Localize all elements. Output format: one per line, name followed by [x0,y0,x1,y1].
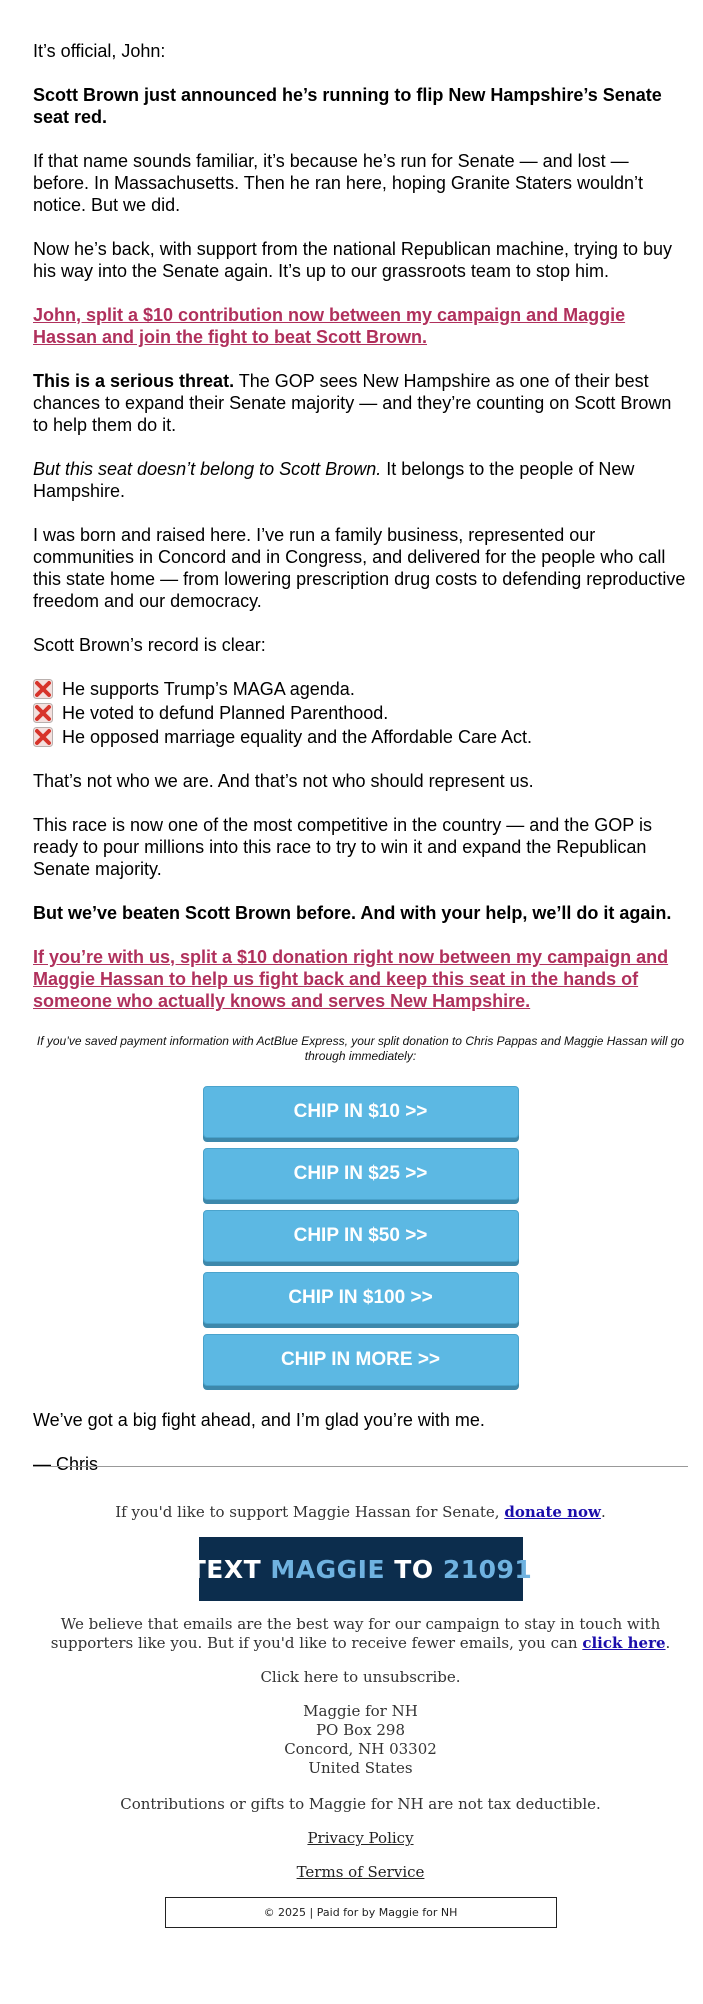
record-item-text: He opposed marriage equality and the Affordable Care Act. [62,727,532,747]
banner-name: MAGGIE [270,1554,386,1584]
x-mark-icon [33,727,53,747]
fewer-emails-link[interactable]: click here [582,1634,666,1652]
seat-italic: But this seat doesn’t belong to Scott Brown. [33,459,382,479]
email-footer [33,1466,688,1928]
signature: — Chris [33,1454,99,1474]
mailing-address [33,1702,688,1778]
record-item [33,726,688,748]
x-mark-icon [33,679,53,699]
address-line: Maggie for NH [303,1702,418,1720]
donate-now-link[interactable]: donate now [504,1503,601,1521]
paragraph-intro: If that name sounds familiar, it’s because he’s run for Senate — and lost — before. In Massachusetts. Then he ran here, hoping Granite Staters wouldn’t notice. But we did. [33,151,644,215]
paragraph-bio: I was born and raised here. I’ve run a family business, represented our communities in Concord and in Congress, and delivered for the people who call this state home — from lowering prescription drug costs to defending reproductive freedom and our democracy. [33,525,686,611]
banner-to: TO [394,1554,434,1584]
banner-text: TEXT [188,1554,262,1584]
actblue-disclaimer: If you’ve saved payment information with ActBlue Express, your split donation to Chris Pappas and Maggie Hassan will go through immediately: [36,1034,685,1063]
chip-in-25-button[interactable]: CHIP IN $25 >> [203,1148,519,1200]
cta-link-split-donation[interactable]: If you’re with us, split a $10 donation right now between my campaign and Maggie Hassan to help us fight back and keep this seat in the hands of someone who actually knows and serves New Hampshire. [33,947,669,1011]
fewer-emails-line [33,1615,688,1653]
address-line: PO Box 298 [315,1721,406,1739]
cta-paragraph-2 [33,946,688,1012]
threat-rest: The GOP sees New Hampshire as one of their best chances to expand their Senate majority — and they’re counting on Scott Brown to help them do it. [33,371,672,435]
x-mark-icon [33,703,53,723]
email-body [33,40,688,1497]
headline: Scott Brown just announced he’s running to flip New Hampshire’s Senate seat red. [33,85,662,127]
privacy-policy-link[interactable]: Privacy Policy [307,1829,414,1847]
record-item-text: He supports Trump’s MAGA agenda. [62,679,355,699]
tax-notice: Contributions or gifts to Maggie for NH are not tax deductible. [120,1795,601,1813]
chip-in-more-button[interactable]: CHIP IN MORE >> [203,1334,519,1386]
greeting: It’s official, John: [33,41,166,61]
paid-for-box: © 2025 | Paid for by Maggie for NH [165,1897,557,1928]
text-maggie-banner[interactable] [188,1537,533,1601]
paragraph-threat [33,370,688,436]
paragraph-not-us: That’s not who we are. And that’s not who should represent us. [33,771,534,791]
fewer-text: We believe that emails are the best way for our campaign to stay in touch with supporters like you. But if you'd like to receive fewer emails, you can [50,1615,661,1652]
chip-in-10-button[interactable]: CHIP IN $10 >> [203,1086,519,1138]
chip-in-50-button[interactable]: CHIP IN $50 >> [203,1210,519,1262]
paragraph-race: This race is now one of the most competitive in the country — and the GOP is ready to pour millions into this race to try to win it and expand the Republican Senate majority. [33,815,652,879]
threat-bold: This is a serious threat. [33,371,235,391]
address-line: United States [308,1759,413,1777]
closing: We’ve got a big fight ahead, and I’m glad you’re with me. [33,1410,485,1430]
support-line [33,1503,688,1522]
cta-link-split-10[interactable]: John, split a $10 contribution now between my campaign and Maggie Hassan and join the fight to beat Scott Brown. [33,305,626,347]
record-intro: Scott Brown’s record is clear: [33,635,266,655]
support-text: If you'd like to support Maggie Hassan for Senate, [115,1503,505,1521]
record-list [33,678,688,748]
donate-buttons [33,1086,688,1386]
fewer-suffix: . [665,1634,671,1652]
paragraph-back: Now he’s back, with support from the national Republican machine, trying to buy his way into the Senate again. It’s up to our grassroots team to stop him. [33,239,673,281]
unsubscribe-link[interactable]: Click here to unsubscribe. [260,1668,461,1686]
cta-paragraph-1 [33,304,688,348]
terms-of-service-link[interactable]: Terms of Service [296,1863,425,1881]
terms-line [33,1863,688,1882]
privacy-line [33,1829,688,1848]
address-line: Concord, NH 03302 [284,1740,437,1758]
paragraph-beaten: But we’ve beaten Scott Brown before. And with your help, we’ll do it again. [33,903,672,923]
support-suffix: . [600,1503,606,1521]
banner-number: 21091 [442,1554,533,1584]
record-item [33,678,688,700]
record-item [33,702,688,724]
chip-in-100-button[interactable]: CHIP IN $100 >> [203,1272,519,1324]
paragraph-seat [33,458,688,502]
record-item-text: He voted to defund Planned Parenthood. [62,703,389,723]
footer-divider [33,1466,688,1467]
seat-rest: It belongs to the people of New Hampshire. [33,459,635,501]
